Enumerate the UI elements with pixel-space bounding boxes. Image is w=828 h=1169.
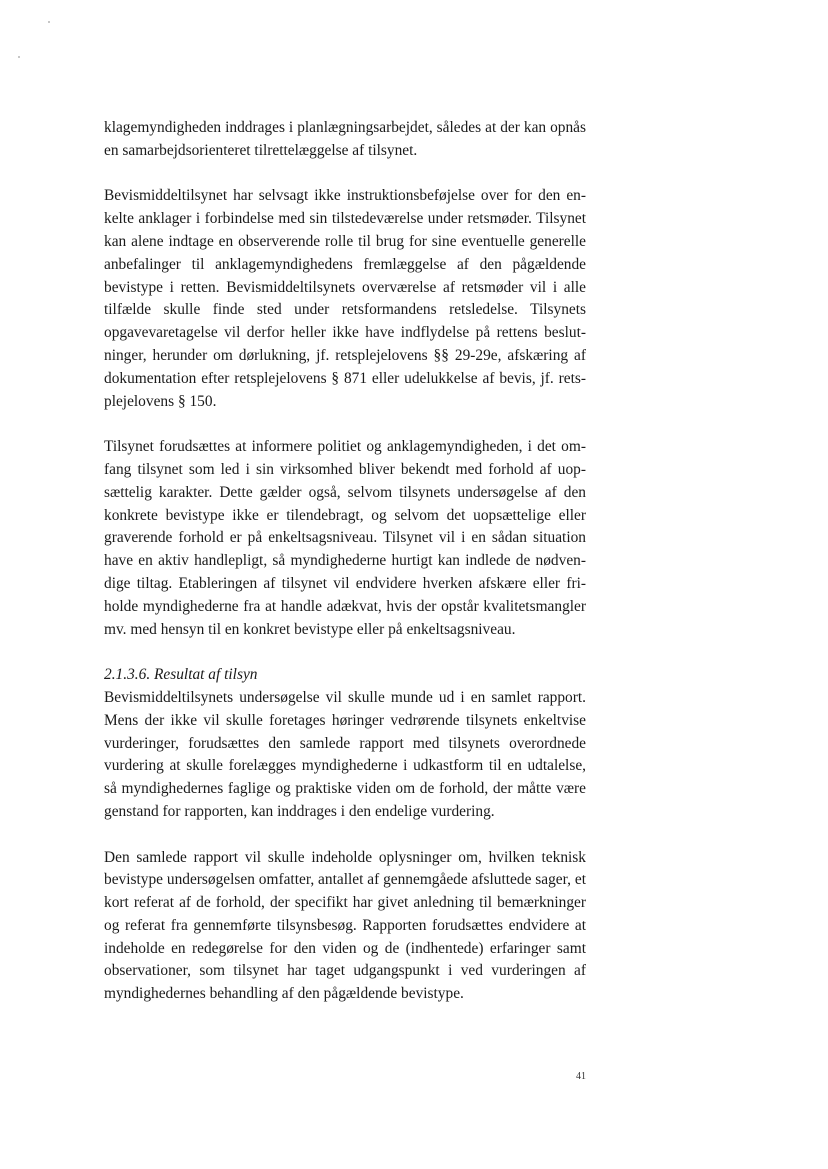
- scan-speck: [18, 56, 20, 58]
- section-heading: 2.1.3.6. Resultat af tilsyn: [104, 666, 258, 684]
- page-body: [104, 117, 586, 1006]
- body-paragraph: Den samlede rapport vil skulle indeholde oplysninger om, hvilken teknisk bevistype undersøgelsen omfatter, antallet af gennemgåede afsluttede sager, et kort referat af de forhold, der specifikt har givet anledning til bemærkninger og referat fra gennemførte tilsynsbesøg. Rapporten forudsættes endvidere at indeholde en redegørelse for den viden og de (indhentede) erfaringer samt observationer, som tilsynet har taget udgangspunkt i ved vurderingen af myndighedernes behandling af den pågældende bevistype.: [104, 848, 586, 1003]
- body-paragraph: Bevismiddeltilsynets undersøgelse vil skulle munde ud i en samlet rapport. Mens der ikke vil skulle foretages høringer vedrørende tilsynets enkeltvise vurderinger, forudsættes den samlede rapport med tilsynets overordnede vurdering at skulle forelægges myndighederne i udkastform til en udtalelse, så myndighedernes faglige og praktiske viden om de forhold, der måtte være genstand for rapporten, kan inddrages i den endelige vurdering.: [104, 688, 586, 820]
- page-number: 41: [576, 1071, 586, 1082]
- scan-speck: [48, 21, 50, 23]
- body-paragraph: Tilsynet forudsættes at informere politiet og anklagemyndigheden, i det omfang tilsynet som led i sin virksomhed bliver bekendt med forhold af uopsættelig karakter. Dette gælder også, selvom tilsynets undersøgelse af den konkrete bevistype ikke er tilendebragt, og selvom det uopsættelige eller graverende forhold er på enkeltsagsniveau. Tilsynet vil i en sådan situation have en aktiv handlepligt, så myndighederne hurtigt kan indlede de nødvendige tiltag. Etableringen af tilsynet vil endvidere hverken afskære eller friholde myndighederne fra at handle adækvat, hvis der opstår kvalitetsmangler mv. med hensyn til en konkret bevistype eller på enkeltsagsniveau.: [104, 438, 586, 638]
- body-paragraph: Bevismiddeltilsynet har selvsagt ikke instruktionsbeføjelse over for den enkelte anklager i forbindelse med sin tilstedeværelse under retsmøder. Tilsynet kan alene indtage en observerende rolle til brug for sine eventuelle generelle anbefalinger til anklagemyndighedens fremlæggelse af den pågældende bevistype i retten. Bevismiddeltilsynets overværelse af retsmøder vil i alle tilfælde skulle finde sted under retsformandens retsledelse. Tilsynets opgavevaretagelse vil derfor heller ikke have indflydelse på rettens beslutninger, herunder om dørlukning, jf. retsplejelovens §§ 29-29e, afskæring af dokumentation efter retsplejelovens § 871 eller udelukkelse af bevis, jf. retsplejelovens § 150.: [104, 187, 586, 410]
- body-paragraph: klagemyndigheden inddrages i planlægningsarbejdet, således at der kan opnås en samarbejdsorienteret tilrettelæggelse af tilsynet.: [104, 119, 586, 159]
